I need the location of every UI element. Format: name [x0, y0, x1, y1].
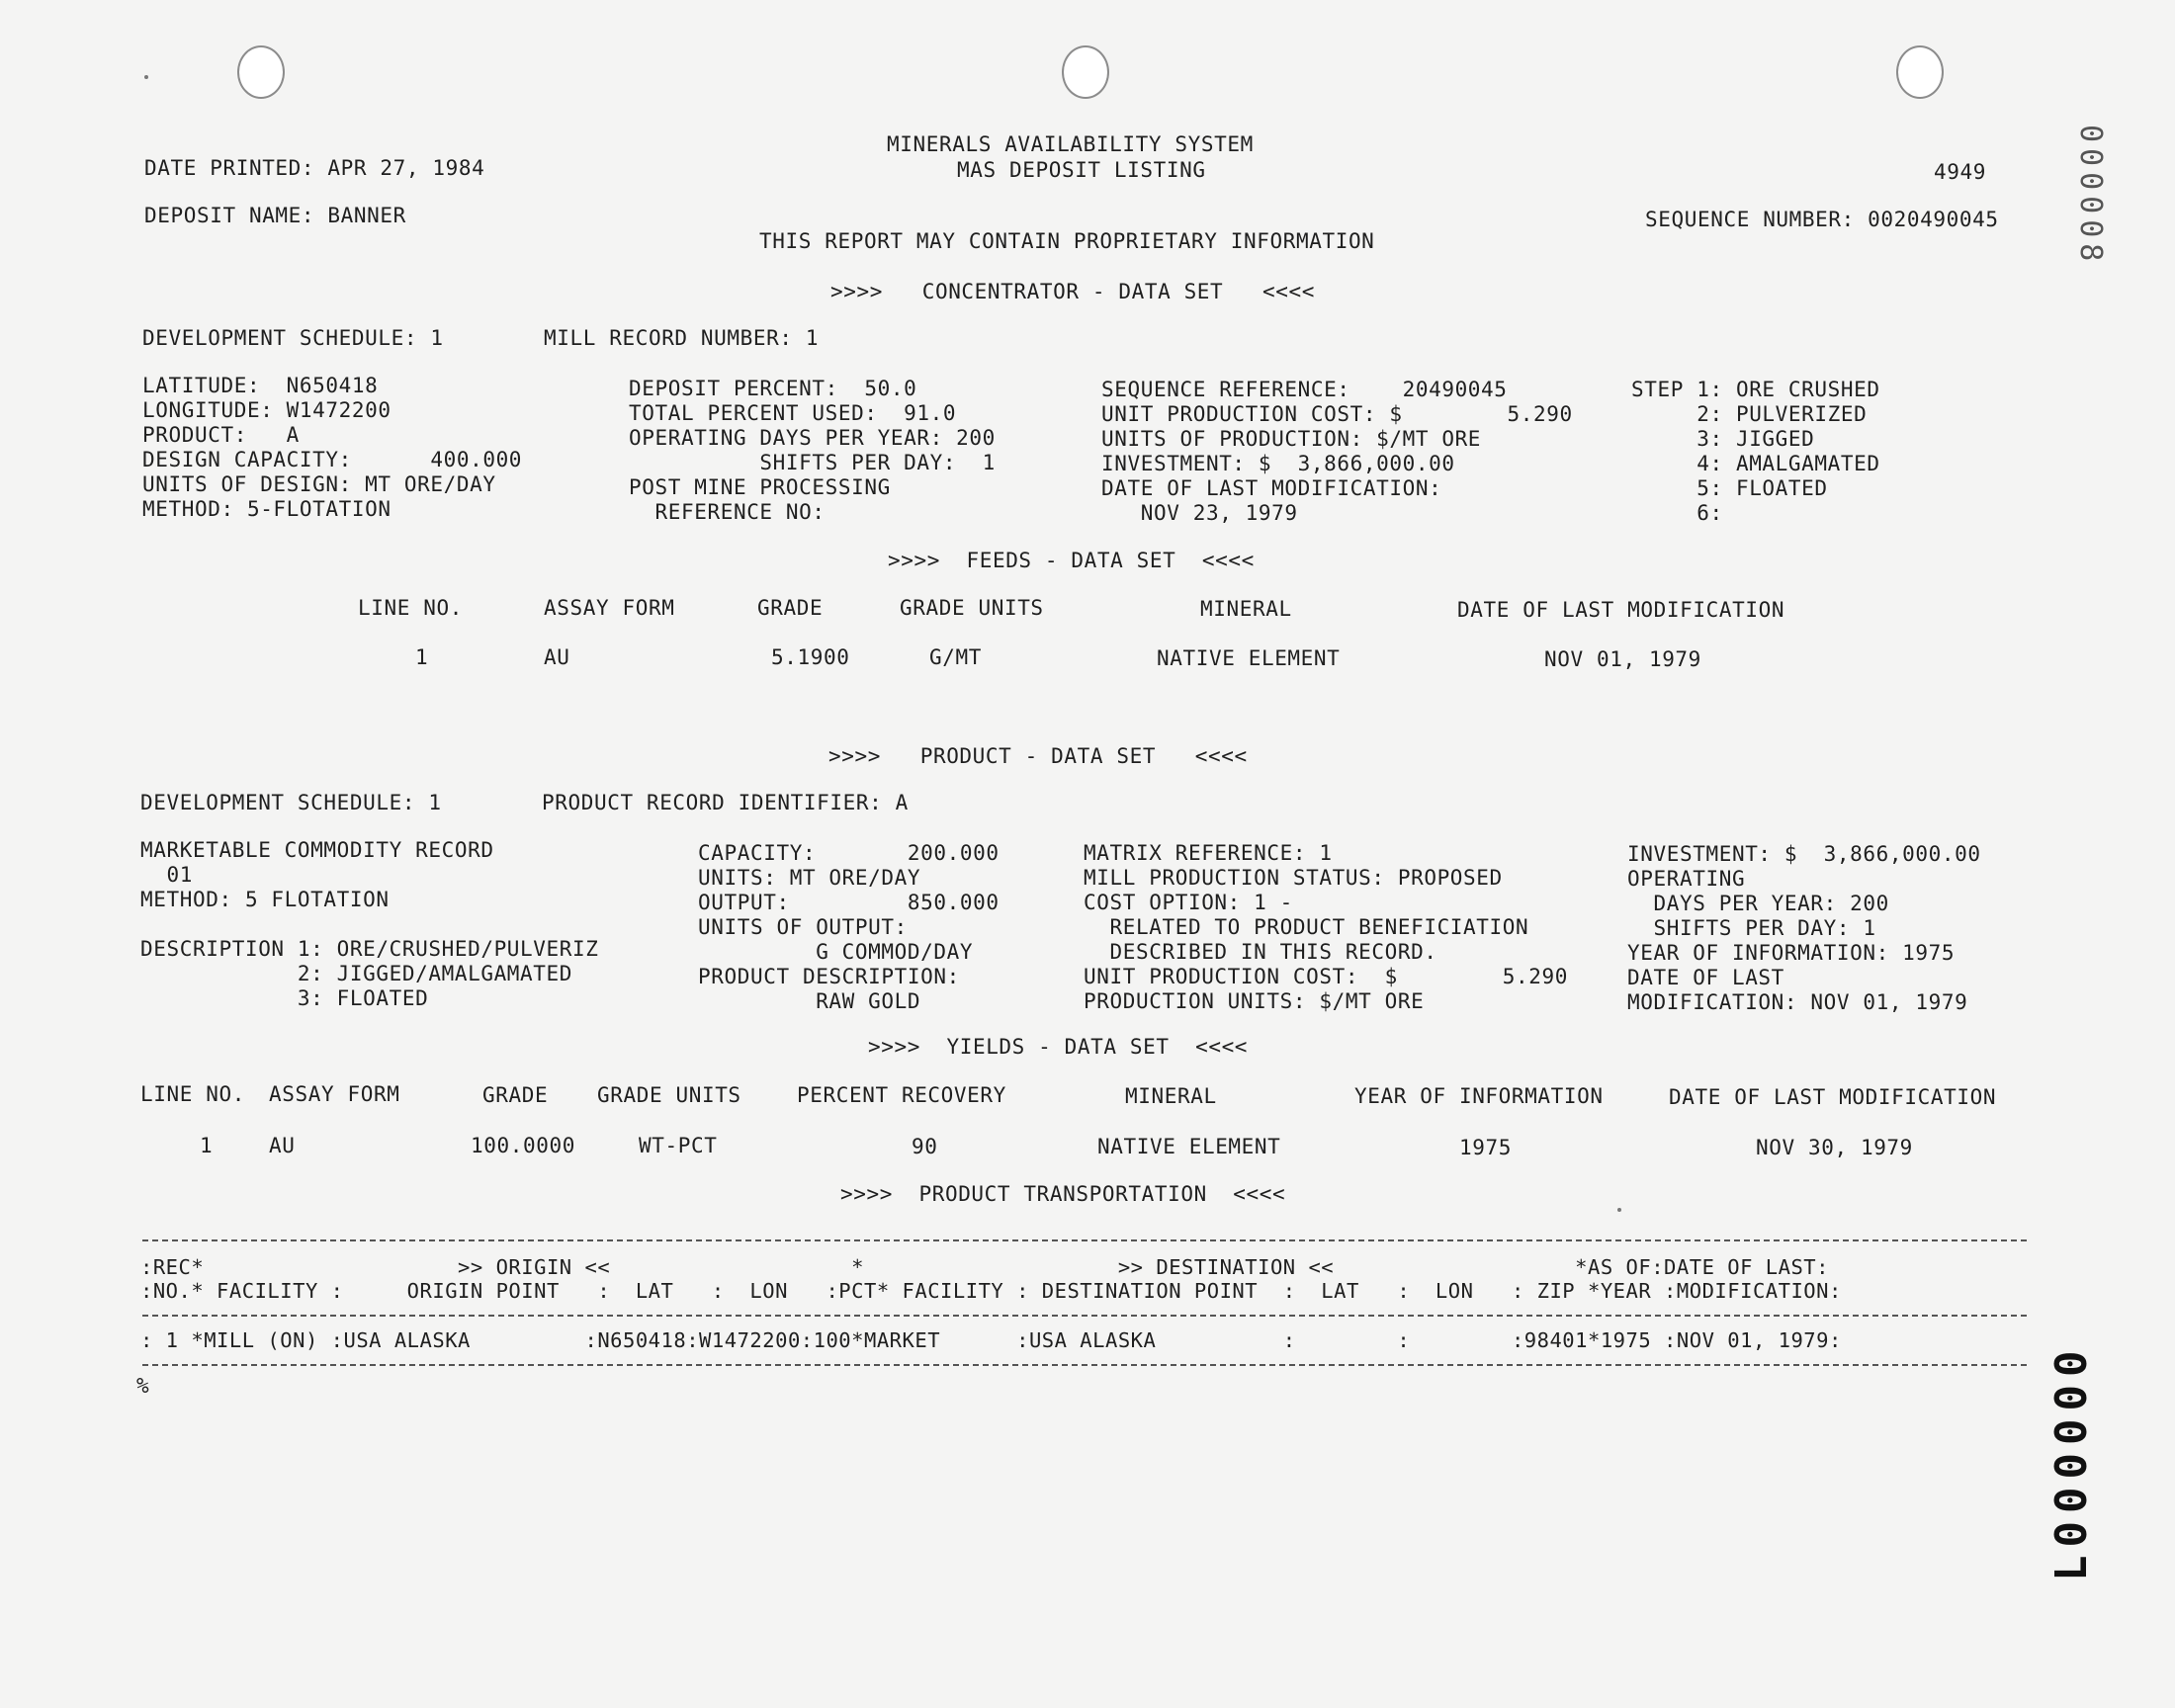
- date-of-last-modification-label: DATE OF LAST MODIFICATION:: [1101, 476, 1442, 500]
- margin-stamp-top: 000008: [2073, 125, 2108, 268]
- page-code: 4949: [1934, 160, 1986, 184]
- paper-speck: [1617, 1208, 1621, 1212]
- design-capacity: DESIGN CAPACITY: 400.000: [142, 448, 523, 471]
- operating-days: OPERATING DAYS PER YEAR: 200: [629, 426, 996, 450]
- sequence-number: SEQUENCE NUMBER: 0020490045: [1645, 208, 1999, 231]
- cost-option-desc-2: DESCRIBED IN THIS RECORD.: [1084, 940, 1437, 964]
- output: OUTPUT: 850.000: [698, 891, 1000, 914]
- feeds-header-grade: GRADE: [757, 596, 824, 620]
- feeds-header-date: DATE OF LAST MODIFICATION: [1457, 598, 1785, 622]
- operating-label: OPERATING: [1627, 867, 1746, 891]
- table-rule-top: [142, 1239, 2027, 1241]
- yields-header-grade: GRADE: [482, 1083, 549, 1107]
- feeds-cell-assay-form: AU: [544, 645, 570, 669]
- modification-date: MODIFICATION: NOV 01, 1979: [1627, 990, 1968, 1014]
- product-record-identifier: PRODUCT RECORD IDENTIFIER: A: [542, 791, 909, 814]
- yields-header-date: DATE OF LAST MODIFICATION: [1669, 1085, 1997, 1109]
- latitude: LATITUDE: N650418: [142, 374, 379, 397]
- feeds-section-title: >>>> FEEDS - DATA SET <<<<: [888, 549, 1255, 572]
- yields-header-grade-units: GRADE UNITS: [597, 1083, 741, 1107]
- punch-hole-center: [1062, 45, 1109, 99]
- product-section-title: >>>> PRODUCT - DATA SET <<<<: [828, 744, 1248, 768]
- commodity-record-code: 01: [140, 863, 193, 887]
- feeds-cell-date: NOV 01, 1979: [1544, 647, 1701, 671]
- yields-header-percent-recovery: PERCENT RECOVERY: [797, 1083, 1006, 1107]
- system-title: MINERALS AVAILABILITY SYSTEM: [887, 132, 1254, 156]
- yields-header-year: YEAR OF INFORMATION: [1354, 1084, 1604, 1108]
- step-5: 5: FLOATED: [1631, 476, 1828, 500]
- yields-section-title: >>>> YIELDS - DATA SET <<<<: [868, 1035, 1249, 1059]
- mill-record-number: MILL RECORD NUMBER: 1: [544, 326, 820, 350]
- step-3: 3: JIGGED: [1631, 427, 1815, 451]
- feeds-cell-mineral: NATIVE ELEMENT: [1157, 646, 1341, 670]
- description-3: 3: FLOATED: [140, 986, 429, 1010]
- product: PRODUCT: A: [142, 423, 300, 447]
- longitude: LONGITUDE: W1472200: [142, 398, 392, 422]
- description-2: 2: JIGGED/AMALGAMATED: [140, 962, 573, 985]
- table-row: : 1 *MILL (ON) :USA ALASKA :N650418:W1472200:100*MARKET :USA ALASKA : : :98401*1975 :NOV 01, 1979:: [140, 1328, 1842, 1352]
- product-shifts-per-day: SHIFTS PER DAY: 1: [1627, 916, 1876, 940]
- feeds-header-line-no: LINE NO.: [358, 596, 463, 620]
- product-method: METHOD: 5 FLOTATION: [140, 888, 390, 911]
- product-days-per-year: DAYS PER YEAR: 200: [1627, 892, 1889, 915]
- punch-hole-left: [237, 45, 285, 99]
- sequence-reference: SEQUENCE REFERENCE: 20490045: [1101, 378, 1508, 401]
- transportation-section-title: >>>> PRODUCT TRANSPORTATION <<<<: [840, 1182, 1286, 1206]
- product-description-label: PRODUCT DESCRIPTION:: [698, 965, 960, 988]
- yields-cell-line-no: 1: [200, 1134, 214, 1157]
- deposit-percent: DEPOSIT PERCENT: 50.0: [629, 377, 917, 400]
- yields-cell-grade-units: WT-PCT: [639, 1134, 718, 1157]
- capacity-units: UNITS: MT ORE/DAY: [698, 866, 921, 890]
- yields-header-assay-form: ASSAY FORM: [269, 1082, 400, 1106]
- table-rule-bottom: [142, 1364, 2027, 1366]
- step-2: 2: PULVERIZED: [1631, 402, 1868, 426]
- unit-production-cost: UNIT PRODUCTION COST: $ 5.290: [1101, 402, 1573, 426]
- units-of-design: UNITS OF DESIGN: MT ORE/DAY: [142, 472, 496, 496]
- concentrator-section-title: >>>> CONCENTRATOR - DATA SET <<<<: [830, 280, 1315, 303]
- feeds-cell-line-no: 1: [415, 645, 429, 669]
- units-of-output-value: G COMMOD/DAY: [698, 940, 974, 964]
- description-1: DESCRIPTION 1: ORE/CRUSHED/PULVERIZ: [140, 937, 599, 961]
- product-description-value: RAW GOLD: [698, 989, 921, 1013]
- deposit-name: DEPOSIT NAME: BANNER: [144, 204, 406, 227]
- end-of-report-marker: %: [136, 1374, 150, 1398]
- table-rule-header: [142, 1315, 2027, 1317]
- step-6: 6:: [1631, 501, 1723, 525]
- feeds-cell-grade-units: G/MT: [929, 645, 982, 669]
- shifts-per-day: SHIFTS PER DAY: 1: [629, 451, 996, 474]
- step-1: STEP 1: ORE CRUSHED: [1631, 378, 1880, 401]
- yields-cell-date: NOV 30, 1979: [1756, 1136, 1913, 1159]
- feeds-header-grade-units: GRADE UNITS: [900, 596, 1044, 620]
- total-percent-used: TOTAL PERCENT USED: 91.0: [629, 401, 957, 425]
- transportation-header-line-1: :REC* >> ORIGIN << * >> DESTINATION << *AS OF:DATE OF LAST:: [140, 1255, 1829, 1279]
- yields-cell-grade: 100.0000: [471, 1134, 575, 1157]
- proprietary-notice: THIS REPORT MAY CONTAIN PROPRIETARY INFORMATION: [759, 229, 1375, 253]
- reference-no: REFERENCE NO:: [629, 500, 826, 524]
- mill-production-status: MILL PRODUCTION STATUS: PROPOSED: [1084, 866, 1503, 890]
- transportation-header-line-2: :NO.* FACILITY : ORIGIN POINT : LAT : LON :PCT* FACILITY : DESTINATION POINT : LAT : LON : ZIP *YEAR :MODIFICATION:: [140, 1279, 1842, 1303]
- yields-cell-assay-form: AU: [269, 1134, 296, 1157]
- capacity: CAPACITY: 200.000: [698, 841, 1000, 865]
- product-investment: INVESTMENT: $ 3,866,000.00: [1627, 842, 1981, 866]
- cost-option: COST OPTION: 1 -: [1084, 891, 1293, 914]
- post-mine-processing: POST MINE PROCESSING: [629, 475, 891, 499]
- feeds-header-mineral: MINERAL: [1200, 597, 1292, 621]
- date-of-last-label: DATE OF LAST: [1627, 966, 1784, 989]
- concentrator-development-schedule: DEVELOPMENT SCHEDULE: 1: [142, 326, 444, 350]
- cost-option-desc-1: RELATED TO PRODUCT BENEFICIATION: [1084, 915, 1529, 939]
- matrix-reference: MATRIX REFERENCE: 1: [1084, 841, 1333, 865]
- feeds-header-assay-form: ASSAY FORM: [544, 596, 675, 620]
- feeds-cell-grade: 5.1900: [771, 645, 850, 669]
- date-printed: DATE PRINTED: APR 27, 1984: [144, 156, 485, 180]
- investment: INVESTMENT: $ 3,866,000.00: [1101, 452, 1455, 475]
- punch-hole-right: [1896, 45, 1944, 99]
- units-of-output-label: UNITS OF OUTPUT:: [698, 915, 908, 939]
- yields-cell-year: 1975: [1459, 1136, 1512, 1159]
- margin-stamp-bottom: L000000: [2046, 1342, 2097, 1581]
- yields-header-mineral: MINERAL: [1125, 1084, 1217, 1108]
- year-of-information: YEAR OF INFORMATION: 1975: [1627, 941, 1956, 965]
- yields-cell-mineral: NATIVE ELEMENT: [1097, 1135, 1281, 1158]
- yields-header-line-no: LINE NO.: [140, 1082, 245, 1106]
- marketable-commodity-record: MARKETABLE COMMODITY RECORD: [140, 838, 494, 862]
- yields-cell-percent-recovery: 90: [912, 1135, 938, 1158]
- units-of-production: UNITS OF PRODUCTION: $/MT ORE: [1101, 427, 1482, 451]
- step-4: 4: AMALGAMATED: [1631, 452, 1880, 475]
- listing-title: MAS DEPOSIT LISTING: [957, 158, 1206, 182]
- date-of-last-modification-value: NOV 23, 1979: [1101, 501, 1298, 525]
- method: METHOD: 5-FLOTATION: [142, 497, 392, 521]
- product-unit-production-cost: UNIT PRODUCTION COST: $ 5.290: [1084, 965, 1568, 988]
- paper-speck: [144, 75, 148, 79]
- production-units: PRODUCTION UNITS: $/MT ORE: [1084, 989, 1425, 1013]
- product-development-schedule: DEVELOPMENT SCHEDULE: 1: [140, 791, 442, 814]
